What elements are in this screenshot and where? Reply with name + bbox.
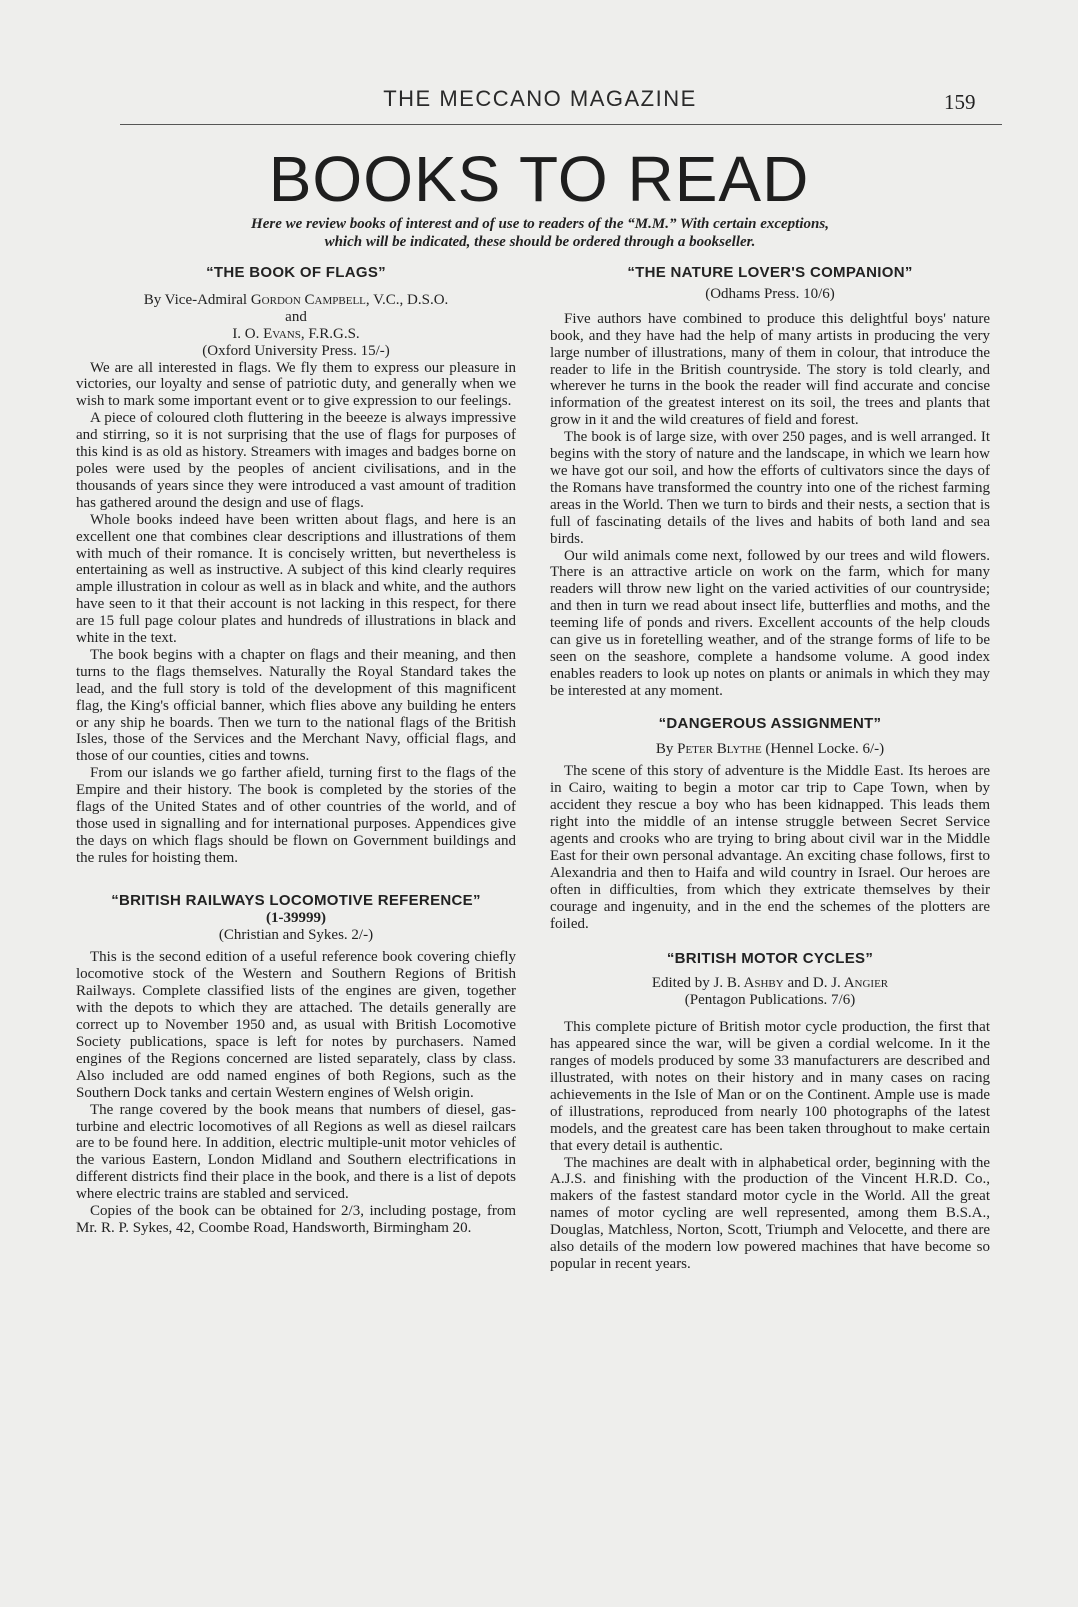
review-locomotive-reference: [76, 893, 516, 1237]
author-suffix: , V.C., D.S.O.: [365, 291, 449, 308]
review-publisher: (Christian and Sykes. 2/-): [218, 926, 374, 943]
review-paragraph: Copies of the book can be obtained for 2/3, including postage, from Mr. R. P. Sykes, 42, Coombe Road, Handsworth, Birmingham 20.: [76, 1203, 516, 1236]
author-name: D. J. Angier: [812, 975, 889, 992]
review-british-motor-cycles: [550, 951, 990, 1273]
review-number-range: (1-39999): [266, 909, 326, 926]
review-byline: [76, 292, 516, 309]
byline-and: and: [285, 308, 307, 325]
left-column: [76, 265, 516, 1237]
intro-line-1: Here we review books of interest and of use to readers of the “M.M.” With certain exceptions,: [251, 216, 829, 232]
review-title: “BRITISH RAILWAYS LOCOMOTIVE REFERENCE”: [111, 891, 481, 909]
review-paragraph: This complete picture of British motor cycle production, the first that has appeared since the war, will be given a cordial welcome. In it the ranges of models produced by some 33 manufacturers are described and illustrated, with notes on their history and in many cases on racing achievements in the Isle of Man or on the Continent. Ample use is made of illustrations, reproduced from nearly 100 photographs of the latest models, and the greatest care has been taken throughout to make certain that every detail is authentic.: [550, 1019, 990, 1154]
author-name: I. O. Evans: [232, 325, 301, 342]
review-paragraph: A piece of coloured cloth fluttering in the beeeze is always impressive and stirring, so it is not surprising that the use of flags for purposes of this kind is as old as history. Streamers with images and badges borne on poles were used by the peoples of ancient civilisations, and in the thousands of years since they were introduced a vast amount of tradition has gathered around the design and use of flags.: [76, 410, 516, 511]
byline-prefix: By Vice-Admiral: [143, 291, 251, 308]
review-paragraph: Five authors have combined to produce this delightful boys' nature book, and they have had the help of many artists in producing the very large number of illustrations, many of them in colour, that introduce the reader to life in the British countryside. The story is told clearly, and wherever he turns in the book the reader will find accurate and concise information of the greatest interest on its soil, the trees and plants that grow in it and the wild creatures of field and forest.: [550, 310, 990, 429]
author-name: Gordon Campbell: [250, 291, 366, 308]
byline-prefix: Edited by: [651, 975, 714, 992]
review-paragraph: We are all interested in flags. We fly them to express our pleasure in victories, our loyalty and sense of patriotic duty, and generally when we wish to mark some important event or to give expression to our feelings.: [76, 359, 516, 410]
intro-text: [100, 215, 980, 251]
byline-and: and: [783, 975, 813, 992]
right-column: [550, 265, 990, 1273]
review-nature-lovers-companion: [550, 265, 990, 700]
header-rule: [120, 124, 1002, 125]
review-paragraph: The scene of this story of adventure is the Middle East. Its heroes are in Cairo, waiting to begin a motor car trip to Cape Town, when by accident they rescue a boy who has been kidnapped. This leads them right into the middle of an intense struggle between Secret Service agents and crooks who are trying to bring about civil war in the Middle East for their own personal advantage. An exciting chase follows, first to Alexandria and then to Haifa and wild country in Israel. Our heroes are often in difficulties, from which they extricate themselves by their courage and ingenuity, and in the end the schemes of the plotters are foiled.: [550, 763, 990, 932]
review-paragraph: The range covered by the book means that numbers of diesel, gas-turbine and electric locomotives of all Regions as well as diesel railcars are to be found here. In addition, electric multiple-unit motor vehicles of the various Eastern, London Midland and Southern electrifications in different districts find their place in the book, and there is a list of depots where electric trains are stabled and serviced.: [76, 1101, 516, 1203]
author-name: Peter Blythe: [677, 740, 762, 757]
review-byline: [550, 741, 990, 758]
magazine-title: THE MECCANO MAGAZINE: [383, 86, 697, 111]
review-publisher: (Odhams Press. 10/6): [705, 285, 835, 302]
review-byline-2: [76, 326, 516, 343]
review-paragraph: The book begins with a chapter on flags and their meaning, and then turns to the flags themselves. Naturally the Royal Standard takes the lead, and the full story is told of the development of this magnificent flag, the King's official banner, which flies above any building he enters or any ship he boards. Then we turn to the national flags of the British Isles, those of the Services and the Merchant Navy, official flags, and those of our counties, cities and towns.: [76, 646, 516, 765]
review-byline: [550, 975, 990, 992]
review-paragraph: Whole books indeed have been written about flags, and here is an excellent one that combines clear descriptions and illustrations of them with much of their romance. It is concisely written, but nevertheless is entertaining as well as instructive. A subject of this kind clearly requires ample illustration in colour as well as in black and white, and the authors have seen to it that their account is not lacking in this respect, for there are 15 full page colour plates and hundreds of illustrations in black and white in the text.: [76, 511, 516, 647]
review-paragraph: From our islands we go farther afield, turning first to the flags of the Empire and their history. The book is completed by the stories of the flags of the United States and of other countries of the world, and of those used in signalling and for international purposes. Appendices give the days on which flags should be flown on Government buildings and the rules for hoisting them.: [76, 765, 516, 866]
review-publisher: (Hennel Locke. 6/-): [761, 740, 885, 757]
review-paragraph: Our wild animals come next, followed by our trees and wild flowers. There is an attractive article on work on the farm, which for many readers will throw new light on the varied activities of our countryside; and then in turn we read about insect life, butterflies and moths, and the teeming life of ponds and rivers. Excellent accounts of the help clouds can give us in foretelling weather, and of the strange forms of life to be seen on the seashore, complete a handsome volume. A good index enables readers to look up notes on plants or animals in which they may be interested at any moment.: [550, 547, 990, 699]
page-number: 159: [944, 90, 976, 114]
review-publisher: (Oxford University Press. 15/-): [202, 342, 390, 359]
review-paragraph: The machines are dealt with in alphabetical order, beginning with the A.J.S. and finishing with the production of the Vincent H.R.D. Co., makers of the fastest standard motor cycle in the World. All the great names of motor cycling are well represented, among them B.S.A., Douglas, Matchless, Norton, Scott, Triumph and Velocette, and there are also details of the modern low powered machines that have become so popular in recent years.: [550, 1154, 990, 1272]
review-title: “THE NATURE LOVER'S COMPANION”: [627, 264, 913, 281]
review-paragraph: The book is of large size, with over 250 pages, and is well arranged. It begins with the story of nature and the landscape, in which we learn how we have got our soil, and how the efforts of cultivators since the days of the Romans have transformed the country into one of the richest farming areas in the World. Then we turn to birds and their nests, a section that is full of fascinating details of the lives and habits of both land and sea birds.: [550, 429, 990, 547]
author-name: J. B. Ashby: [713, 975, 784, 992]
review-dangerous-assignment: [550, 716, 990, 933]
page-title: BOOKS TO READ: [268, 143, 810, 215]
byline-prefix: By: [655, 740, 678, 757]
review-title: “BRITISH MOTOR CYCLES”: [666, 949, 874, 967]
review-title: “THE BOOK OF FLAGS”: [206, 264, 386, 281]
author-suffix: , F.R.G.S.: [300, 325, 360, 342]
review-publisher: (Pentagon Publications. 7/6): [684, 992, 856, 1009]
review-book-of-flags: [76, 265, 516, 867]
intro-line-2: which will be indicated, these should be ordered through a bookseller.: [324, 234, 756, 250]
review-paragraph: This is the second edition of a useful reference book covering chiefly locomotive stock of the Western and Southern Regions of British Railways. Complete classified lists of the engines are given, together with the depots to which they are attached. The details generally are correct up to November 1950 and, as usual with British Locomotive Society publications, space is left for notes by purchasers. Named engines of the Regions concerned are listed separately, class by class. Also included are odd named engines of both Regions, such as the Southern Dock tanks and certain Western engines of Welsh origin.: [76, 949, 516, 1101]
review-title: “DANGEROUS ASSIGNMENT”: [658, 714, 882, 732]
